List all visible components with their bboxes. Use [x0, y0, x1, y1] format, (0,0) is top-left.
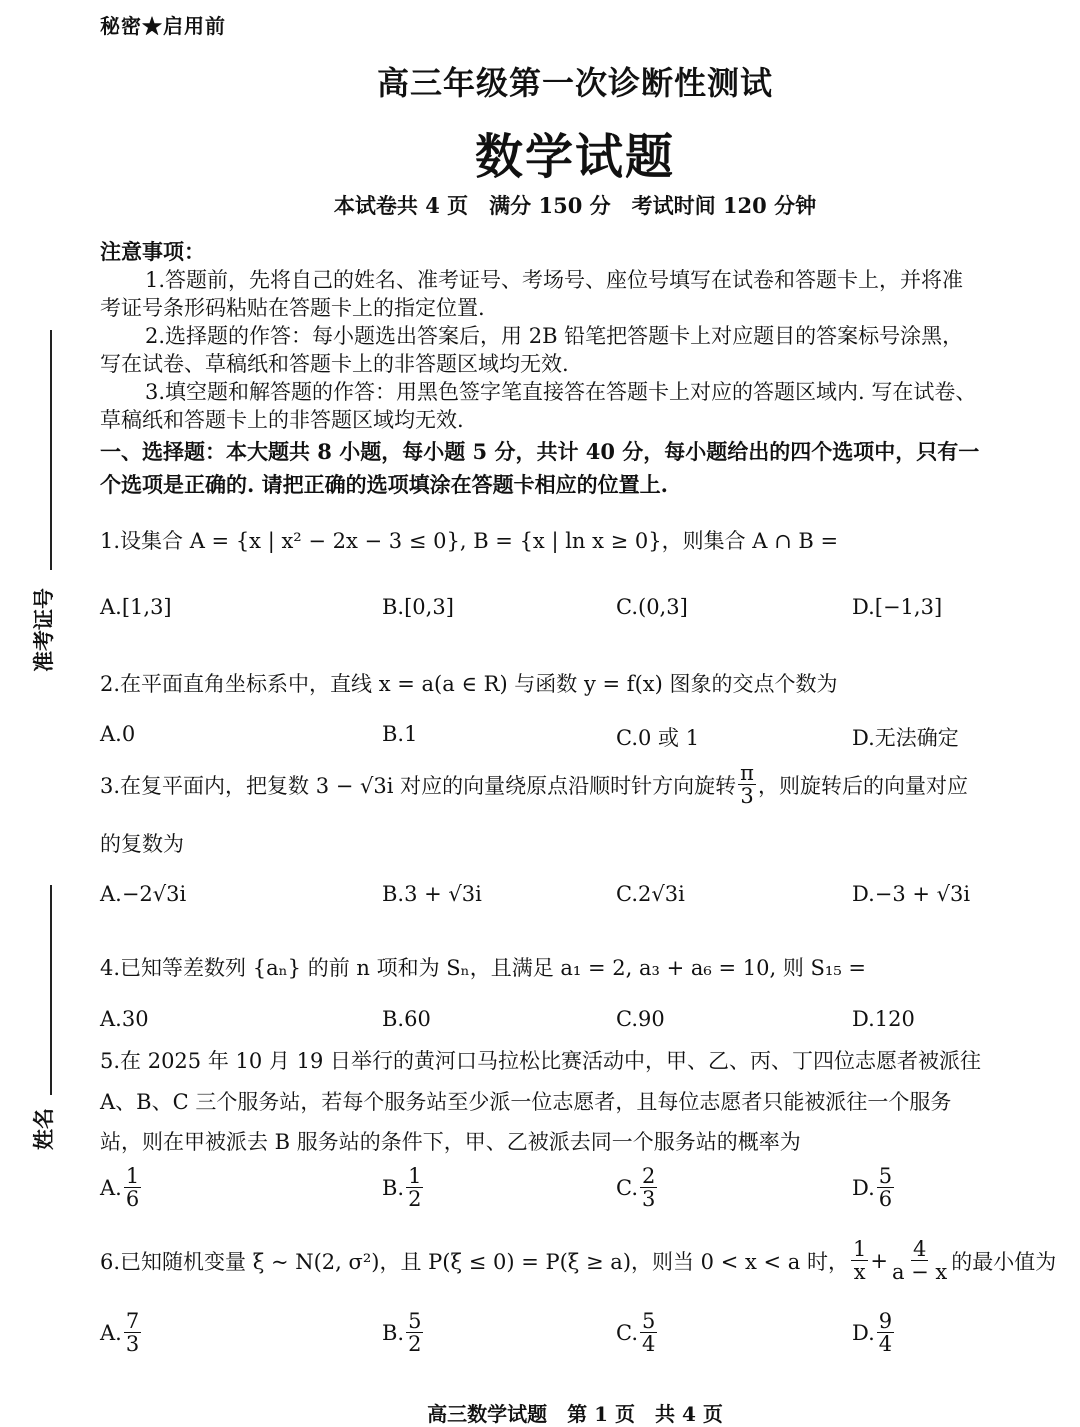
subject-title: 数学试题 [474, 129, 675, 185]
question-3-text [100, 762, 968, 807]
q1-option-a: A.[1,3] [100, 595, 172, 619]
section-heading: 个选项是正确的. 请把正确的选项填涂在答题卡相应的位置上. [100, 472, 668, 497]
notice-line: 3.填空题和解答题的作答：用黑色签字笔直接答在答题卡上对应的答题区域内. 写在试卷、 [145, 380, 977, 404]
fraction-den: a − x [891, 1260, 948, 1285]
option-fraction [640, 1310, 657, 1355]
fraction-den: 6 [125, 1187, 140, 1212]
q6-text-part: 的最小值为 [951, 1249, 1057, 1274]
q4-option-a: A.30 [100, 1007, 149, 1031]
fraction-den: x [853, 1260, 866, 1285]
q6-fraction-2 [890, 1238, 949, 1283]
option-fraction [124, 1310, 141, 1355]
q3-text-part: 3.在复平面内，把复数 3 − √3i 对应的向量绕原点沿顺时针方向旋转 [100, 773, 737, 798]
question-3-text-cont: 的复数为 [100, 832, 184, 856]
q6-plus: + [870, 1248, 888, 1273]
question-6-text [100, 1238, 1056, 1283]
confidential-label: 秘密★启用前 [100, 14, 226, 38]
notice-heading: 注意事项： [100, 239, 205, 264]
id-underline [50, 330, 52, 570]
q2-option-b: B.1 [382, 722, 418, 746]
fraction-den: 2 [408, 1187, 422, 1212]
fraction-den: 2 [408, 1332, 422, 1357]
q3-text-part: ，则旋转后的向量对应 [757, 773, 968, 798]
notice-line: 草稿纸和答题卡上的非答题区域均无效. [100, 408, 464, 432]
q6-fraction-1 [851, 1238, 868, 1283]
section-heading: 一、选择题：本大题共 8 小题，每小题 5 分，共计 40 分，每小题给出的四个选项中，只有一 [100, 439, 980, 464]
q3-fraction [738, 762, 756, 807]
q6-option-b [382, 1310, 425, 1355]
fraction-den: 3 [125, 1332, 140, 1357]
question-5-text: 站，则在甲被派去 B 服务站的条件下，甲、乙被派去同一个服务站的概率为 [100, 1130, 801, 1154]
q2-option-d: D.无法确定 [852, 726, 959, 750]
option-label: D. [852, 1320, 875, 1345]
exam-info: 本试卷共 4 页 满分 150 分 考试时间 120 分钟 [333, 193, 817, 218]
fraction-den: 4 [642, 1332, 656, 1357]
q3-option-c: C.2√3i [616, 882, 685, 906]
option-fraction [877, 1165, 894, 1210]
question-1-text: 1.设集合 A = {x | x² − 2x − 3 ≤ 0}, B = {x | ln x ≥ 0}，则集合 A ∩ B = [100, 529, 839, 553]
notice-line: 1.答题前，先将自己的姓名、准考证号、考场号、座位号填写在试卷和答题卡上，并将准 [145, 268, 964, 292]
q4-option-c: C.90 [616, 1007, 665, 1031]
option-label: D. [852, 1175, 875, 1200]
q6-option-d [852, 1310, 896, 1355]
q2-option-a: A.0 [100, 722, 136, 746]
fraction-num: 5 [642, 1309, 656, 1333]
fraction-den: 4 [878, 1332, 893, 1357]
option-label: A. [100, 1320, 122, 1345]
q3-option-d: D.−3 + √3i [852, 882, 971, 906]
fraction-num: 1 [125, 1164, 140, 1188]
q2-option-c: C.0 或 1 [616, 726, 700, 750]
option-fraction [406, 1310, 423, 1355]
page-footer: 高三数学试题 第 1 页 共 4 页 [427, 1402, 723, 1426]
q4-option-d: D.120 [852, 1007, 915, 1031]
q1-option-d: D.[−1,3] [852, 595, 943, 619]
fraction-num: 1 [852, 1237, 867, 1261]
notice-line: 考证号条形码粘贴在答题卡上的指定位置. [100, 296, 485, 320]
q1-option-c: C.(0,3] [616, 595, 688, 619]
option-fraction [640, 1165, 657, 1210]
q5-option-a [100, 1165, 143, 1210]
fraction-num: 5 [878, 1164, 893, 1188]
q6-option-a [100, 1310, 143, 1355]
option-fraction [124, 1165, 141, 1210]
q5-option-d [852, 1165, 896, 1210]
notice-line: 写在试卷、草稿纸和答题卡上的非答题区域均无效. [100, 352, 569, 376]
id-number-label: 准考证号 [31, 588, 56, 672]
q5-option-b [382, 1165, 425, 1210]
q3-option-b: B.3 + √3i [382, 882, 482, 906]
question-5-text: A、B、C 三个服务站，若每个服务站至少派一位志愿者，且每位志愿者只能被派往一个服务 [100, 1090, 952, 1114]
q6-text-part: 6.已知随机变量 ξ ~ N(2, σ²)，且 P(ξ ≤ 0) = P(ξ ≥ a)，则当 0 < x < a 时， [100, 1249, 849, 1274]
option-label: C. [616, 1320, 638, 1345]
q5-option-c [616, 1165, 659, 1210]
option-fraction [406, 1165, 423, 1210]
option-fraction [877, 1310, 894, 1355]
option-label: B. [382, 1320, 405, 1345]
q3-fraction-den: 3 [740, 784, 754, 809]
q3-option-a: A.−2√3i [100, 882, 187, 906]
fraction-num: 5 [408, 1309, 422, 1333]
q1-option-b: B.[0,3] [382, 595, 454, 619]
option-label: B. [382, 1175, 405, 1200]
fraction-num: 9 [878, 1309, 893, 1333]
q4-option-b: B.60 [382, 1007, 431, 1031]
fraction-num: 2 [642, 1164, 656, 1188]
option-label: A. [100, 1175, 122, 1200]
q3-fraction-num: π [740, 761, 754, 785]
notice-line: 2.选择题的作答：每小题选出答案后，用 2B 铅笔把答题卡上对应题目的答案标号涂黑， [145, 324, 964, 348]
fraction-num: 4 [912, 1237, 927, 1261]
question-4-text: 4.已知等差数列 {aₙ} 的前 n 项和为 Sₙ，且满足 a₁ = 2, a₃ + a₆ = 10, 则 S₁₅ = [100, 956, 867, 980]
q6-option-c [616, 1310, 659, 1355]
name-underline [50, 885, 52, 1095]
question-2-text: 2.在平面直角坐标系中，直线 x = a(a ∈ R) 与函数 y = f(x) 图象的交点个数为 [100, 672, 838, 696]
fraction-num: 7 [125, 1309, 140, 1333]
option-label: C. [616, 1175, 638, 1200]
exam-title: 高三年级第一次诊断性测试 [376, 64, 773, 102]
question-5-text: 5.在 2025 年 10 月 19 日举行的黄河口马拉松比赛活动中，甲、乙、丙、丁四位志愿者被派往 [100, 1049, 981, 1073]
fraction-den: 6 [878, 1187, 893, 1212]
fraction-den: 3 [642, 1187, 656, 1212]
name-label: 姓名 [31, 1108, 56, 1150]
fraction-num: 1 [408, 1164, 422, 1188]
